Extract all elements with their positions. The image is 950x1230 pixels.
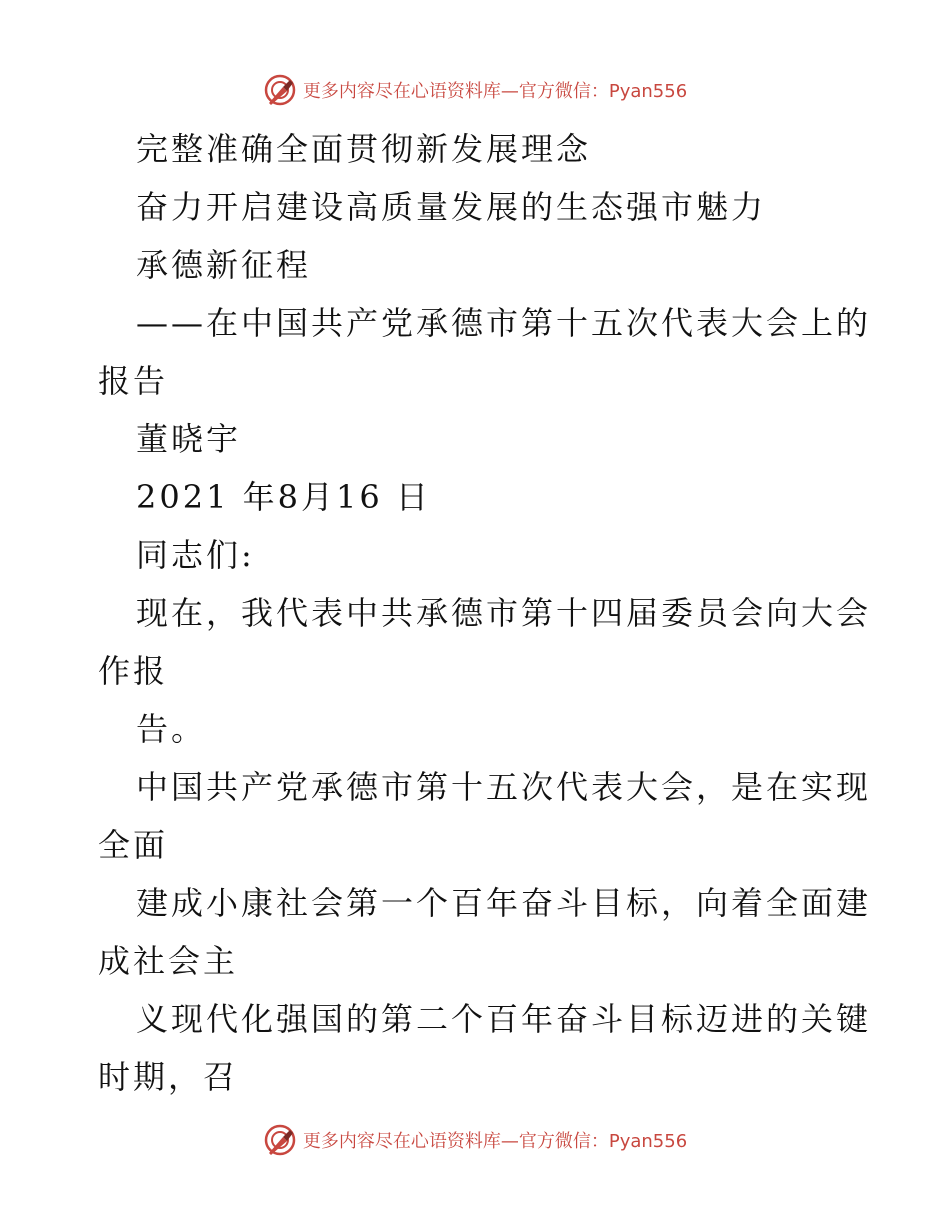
pen-logo-icon — [263, 73, 297, 107]
text-line: 奋力开启建设高质量发展的生态强市魅力 — [136, 188, 767, 226]
text-line: 董晓宇 — [136, 420, 242, 458]
text-line: 成社会主 — [98, 942, 239, 980]
text-line: 建成小康社会第一个百年奋斗目标，向着全面建 — [136, 884, 872, 922]
watermark-text: 更多内容尽在心语资料库—官方微信：Pyan556 — [302, 81, 688, 102]
text-line: 时期，召 — [98, 1058, 239, 1096]
text-line: 完整准确全面贯彻新发展理念 — [136, 130, 592, 168]
text-line: 报告 — [98, 362, 169, 400]
pen-logo-icon — [263, 1123, 297, 1157]
text-line: ——在中国共产党承德市第十五次代表大会上的 — [136, 304, 872, 342]
text-line: 中国共产党承德市第十五次代表大会，是在实现 — [136, 768, 872, 806]
watermark-footer — [0, 1120, 950, 1160]
text-line: 同志们: — [136, 536, 255, 574]
text-line: 2021 年8月16 日 — [136, 478, 431, 516]
text-line: 义现代化强国的第二个百年奋斗目标迈进的关键 — [136, 1000, 872, 1038]
text-line: 告。 — [136, 710, 207, 748]
watermark-header — [0, 70, 950, 110]
text-line: 承德新征程 — [136, 246, 312, 284]
text-line: 作报 — [98, 652, 169, 690]
text-line: 全面 — [98, 826, 169, 864]
watermark-text: 更多内容尽在心语资料库—官方微信：Pyan556 — [302, 1131, 688, 1152]
document-body — [98, 120, 872, 1106]
text-line: 现在，我代表中共承德市第十四届委员会向大会 — [136, 594, 872, 632]
